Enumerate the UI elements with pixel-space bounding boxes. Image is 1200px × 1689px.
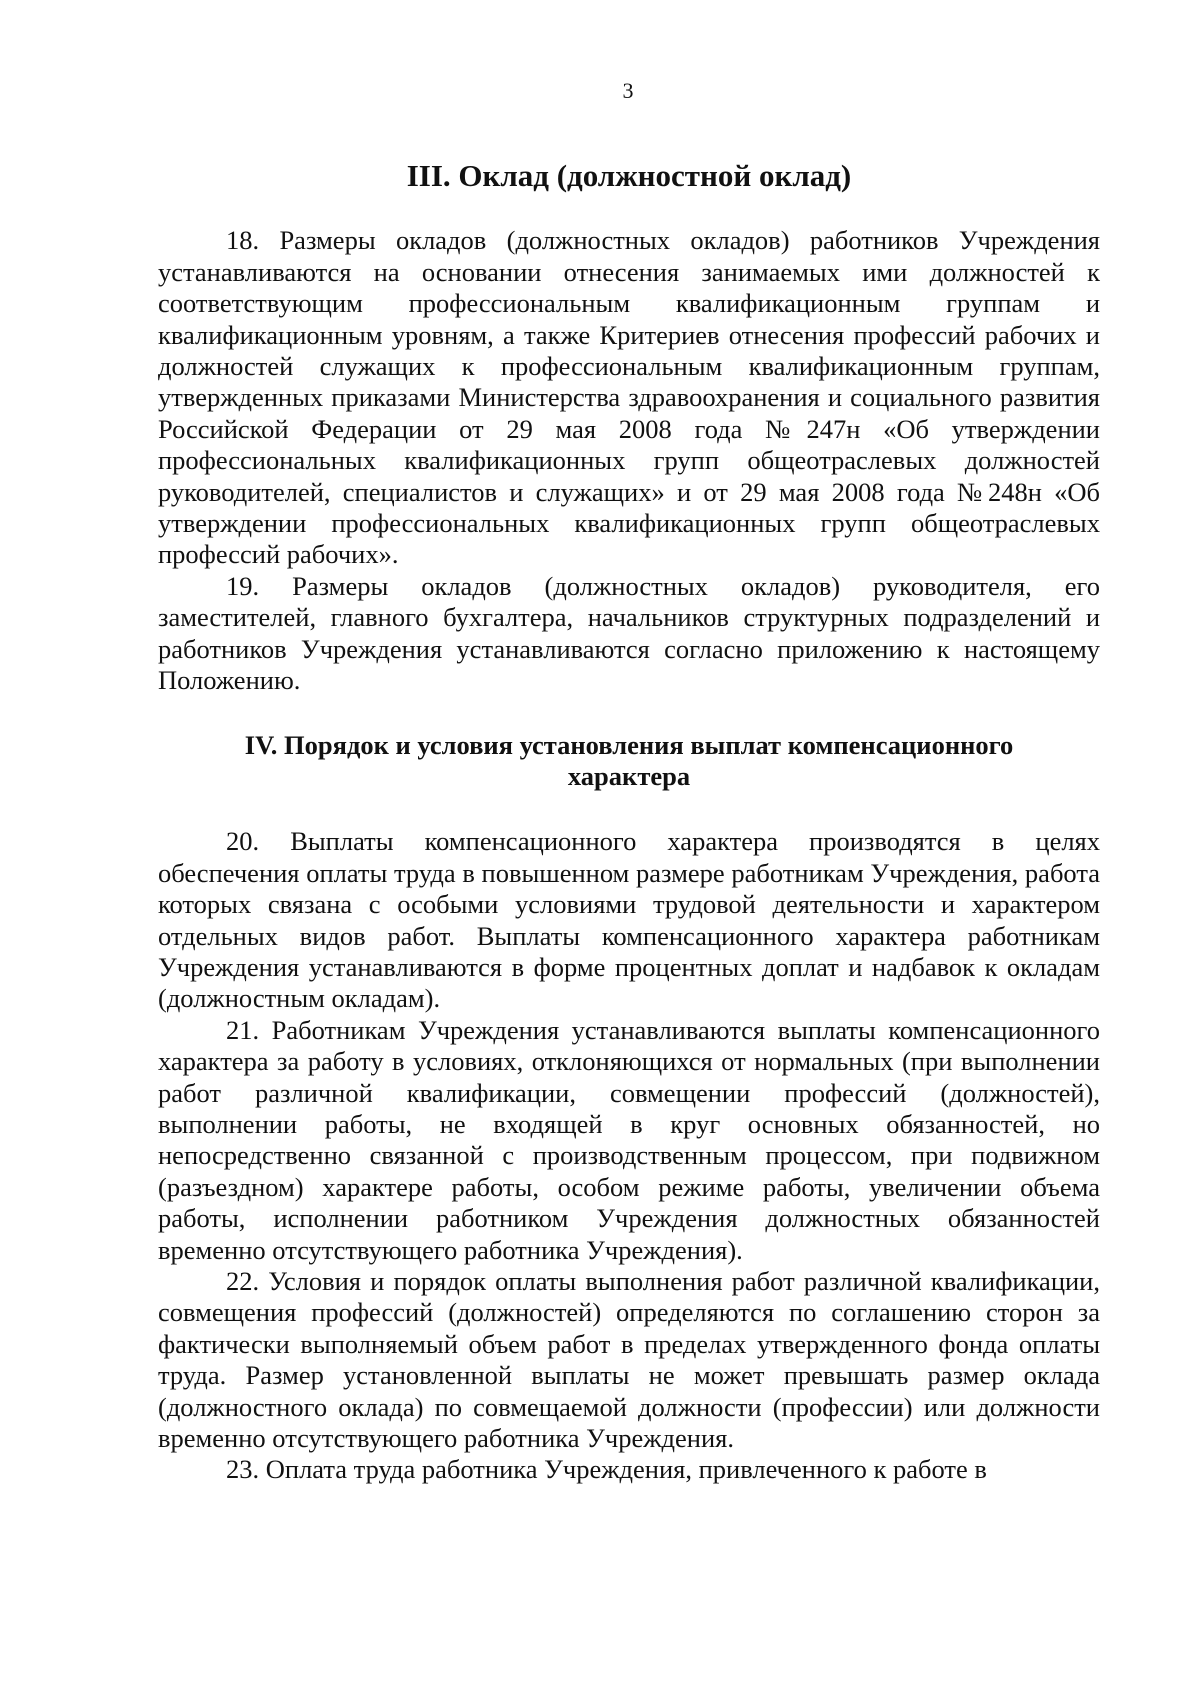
paragraph-23: 23. Оплата труда работника Учреждения, привлеченного к работе в: [226, 1454, 987, 1485]
page-number: 3: [622, 78, 634, 103]
section-3-heading: III. Оклад (должностной оклад): [406, 158, 852, 193]
paragraph-18: 18. Размеры окладов (должностных окладов) работников Учреждения устанавливаются на основании отнесения занимаемых ими должностей к соответствующим профессиональным квалификационным группам и квалификационным уровням, а также Критериев отнесения профессий рабочих и должностей служащих к профессиональным квалификационным группам, утвержденных приказами Министерства здравоохранения и социального развития Российской Федерации от 29 мая 2008 года №247н «Об утверждении профессиональных квалификационных групп общеотраслевых должностей руководителей, специалистов и служащих» и от 29 мая 2008 года №248н «Об утверждении профессиональных квалификационных групп общеотраслевых профессий рабочих».: [158, 225, 1100, 570]
paragraph-21: 21. Работникам Учреждения устанавливаются выплаты компенсационного характера за работу в условиях, отклоняющихся от нормальных (при выполнении работ различной квалификации, совмещении профессий (должностей), выполнении работы, не входящей в круг основных обязанностей, но непосредственно связанной с производственным процессом, при подвижном (разъездном) характере работы, особом режиме работы, увеличении объема работы, исполнении работником Учреждения должностных обязанностей временно отсутствующего работника Учреждения).: [158, 1014, 1100, 1265]
document-body: [158, 160, 1100, 1486]
paragraph-22: 22. Условия и порядок оплаты выполнения работ различной квалификации, совмещения профессий (должностей) определяются по соглашению сторон за фактически выполняемый объем работ в пределах утвержденного фонда оплаты труда. Размер установленной выплаты не может превышать размер оклада (должностного оклада) по совмещаемой должности (профессии) или должности временно отсутствующего работника Учреждения.: [158, 1266, 1100, 1454]
section-4-heading: IV. Порядок и условия установления выплат компенсационного характера: [244, 729, 1014, 791]
paragraph-19: 19. Размеры окладов (должностных окладов) руководителя, его заместителей, главного бухгалтера, начальников структурных подразделений и работников Учреждения устанавливаются согласно приложению к настоящему Положению.: [158, 570, 1100, 696]
paragraph-20: 20. Выплаты компенсационного характера производятся в целях обеспечения оплаты труда в повышенном размере работникам Учреждения, работа которых связана с особыми условиями трудовой деятельности и характером отдельных видов работ. Выплаты компенсационного характера работникам Учреждения устанавливаются в форме процентных доплат и надбавок к окладам (должностным окладам).: [158, 826, 1100, 1014]
